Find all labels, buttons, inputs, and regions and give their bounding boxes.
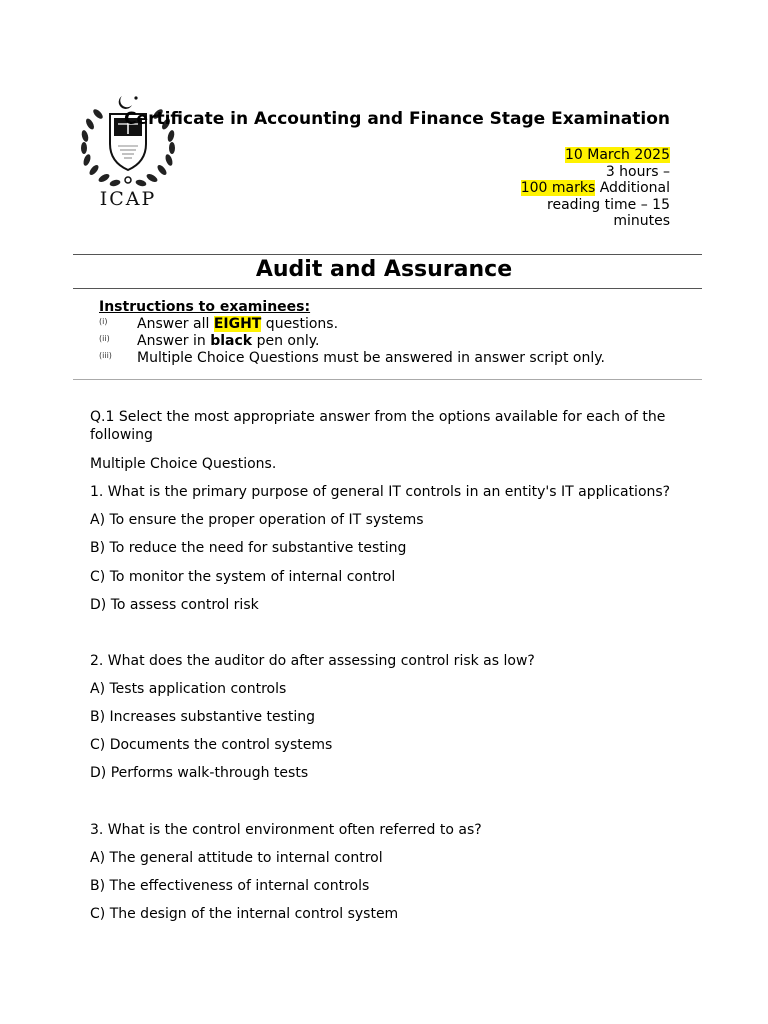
question-text: 3. What is the control environment often referred to as? xyxy=(90,822,482,838)
answer-option: C) Documents the control systems xyxy=(90,737,333,753)
instruction-number: (ii) xyxy=(99,333,110,343)
instruction-item xyxy=(99,350,699,367)
instruction-number: (i) xyxy=(99,316,108,326)
answer-option: C) To monitor the system of internal control xyxy=(90,569,396,585)
instruction-emphasis: black xyxy=(210,332,253,349)
exam-title: Certificate in Accounting and Finance Stage Examination xyxy=(124,109,670,129)
instruction-emphasis: EIGHT xyxy=(213,315,262,332)
answer-option: B) Increases substantive testing xyxy=(90,709,316,725)
question-intro-line2: following xyxy=(90,427,153,443)
exam-marks: 100 marks xyxy=(520,180,596,196)
instructions-title: Instructions to examinees: xyxy=(99,299,311,315)
question-intro-line1: Q.1 Select the most appropriate answer from the options available for each of the xyxy=(90,409,666,425)
instruction-item xyxy=(99,316,699,333)
reading-time-part2: reading time – 15 xyxy=(547,196,670,213)
question-text: 2. What does the auditor do after assessing control risk as low? xyxy=(90,653,535,669)
answer-option: C) The design of the internal control system xyxy=(90,906,399,922)
subject-title: Audit and Assurance xyxy=(255,257,513,282)
question-text: 1. What is the primary purpose of general IT controls in an entity's IT applications? xyxy=(90,484,671,500)
answer-option: D) Performs walk-through tests xyxy=(90,765,309,781)
instruction-text: Answer in xyxy=(137,332,211,349)
wreath-crest-icon xyxy=(76,92,180,188)
reading-time-part1: Additional xyxy=(599,180,670,196)
instruction-text: Answer all xyxy=(137,315,214,332)
exam-meta xyxy=(470,147,670,230)
divider-instructions xyxy=(73,379,702,380)
answer-option: D) To assess control risk xyxy=(90,597,259,613)
instruction-number: (iii) xyxy=(99,350,112,360)
answer-option: A) To ensure the proper operation of IT systems xyxy=(90,512,424,528)
answer-option: A) The general attitude to internal control xyxy=(90,850,383,866)
instruction-text: pen only. xyxy=(252,332,320,349)
instruction-item xyxy=(99,333,699,350)
question-intro-2: Multiple Choice Questions. xyxy=(90,456,277,472)
answer-option: A) Tests application controls xyxy=(90,681,287,697)
instruction-text: Multiple Choice Questions must be answered in answer script only. xyxy=(137,349,605,366)
reading-time-part3: minutes xyxy=(613,213,670,229)
exam-duration: 3 hours – xyxy=(605,163,670,180)
divider-subject xyxy=(73,288,702,289)
logo-text: ICAP xyxy=(99,188,157,210)
exam-date: 10 March 2025 xyxy=(564,147,670,163)
instruction-text: questions. xyxy=(261,315,339,332)
answer-option: B) The effectiveness of internal controls xyxy=(90,878,370,894)
divider-top xyxy=(73,254,702,255)
answer-option: B) To reduce the need for substantive testing xyxy=(90,540,407,556)
instructions xyxy=(99,299,699,367)
